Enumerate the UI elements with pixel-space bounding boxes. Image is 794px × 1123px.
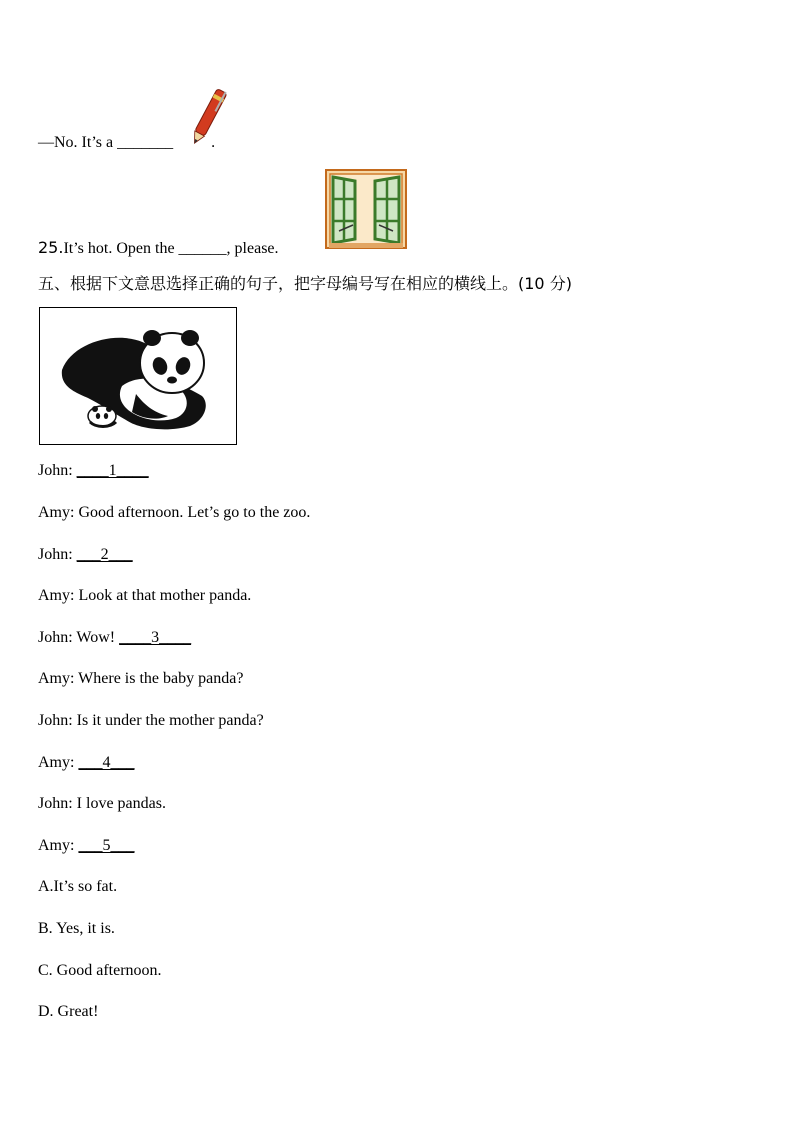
dialogue-line-10: [38, 836, 134, 856]
q25-blank: ______: [178, 240, 227, 257]
speaker-label: John:: [38, 795, 73, 812]
section-heading: 五、根据下文意思选择正确的句子，把字母编号写在相应的横线上。(10 分): [38, 274, 572, 293]
dialogue-line-4: [38, 586, 251, 606]
option-b: B. Yes, it is.: [38, 920, 115, 937]
window-icon: [325, 169, 407, 249]
speaker-label: John:: [38, 629, 73, 646]
dialogue-line-8: [38, 753, 134, 773]
q24-prefix: —No. It’s a: [38, 134, 118, 151]
dialogue-text: Is it under the mother panda?: [76, 712, 264, 729]
speaker-label: John:: [38, 462, 73, 479]
dialogue-line-3: [38, 545, 133, 565]
speaker-label: Amy:: [38, 754, 75, 771]
speaker-label: John:: [38, 712, 73, 729]
dialogue-line-5: [38, 628, 191, 648]
answer-blank-4: ___4___: [78, 754, 135, 771]
panda-picture: [39, 307, 237, 445]
option-a: A.It’s so fat.: [38, 878, 118, 895]
speaker-label: Amy:: [38, 504, 75, 521]
pen-icon: [188, 84, 230, 150]
dialogue-line-7: [38, 711, 264, 731]
dialogue-line-9: [38, 794, 166, 814]
q24-suffix: .: [211, 134, 216, 151]
answer-blank-3: ____3____: [119, 629, 192, 646]
dialogue-text: Look at that mother panda.: [78, 587, 252, 604]
speaker-label: Amy:: [38, 587, 75, 604]
answer-blank-5: ___5___: [78, 837, 135, 854]
q25-line: [38, 238, 279, 259]
panda-icon: [40, 308, 236, 444]
speaker-label: Amy:: [38, 670, 75, 687]
line-pre: Wow!: [72, 629, 120, 646]
q24-blank: _______: [117, 134, 174, 151]
answer-blank-1: ____1____: [76, 462, 149, 479]
option-d: D. Great!: [38, 1003, 99, 1020]
dialogue-text: Good afternoon. Let’s go to the zoo.: [78, 504, 311, 521]
answer-blank-2: ___2___: [76, 546, 133, 563]
dialogue-line-1: [38, 461, 149, 481]
dialogue-text: I love pandas.: [76, 795, 166, 812]
q25-before: It’s hot. Open the: [63, 240, 179, 257]
dialogue-line-6: [38, 669, 243, 689]
dialogue-text: Where is the baby panda?: [78, 670, 244, 687]
q25-number: 25.: [38, 238, 64, 257]
q25-after: , please.: [226, 240, 279, 257]
dialogue-line-2: [38, 503, 310, 523]
speaker-label: Amy:: [38, 837, 75, 854]
option-c: C. Good afternoon.: [38, 962, 162, 979]
speaker-label: John:: [38, 546, 73, 563]
